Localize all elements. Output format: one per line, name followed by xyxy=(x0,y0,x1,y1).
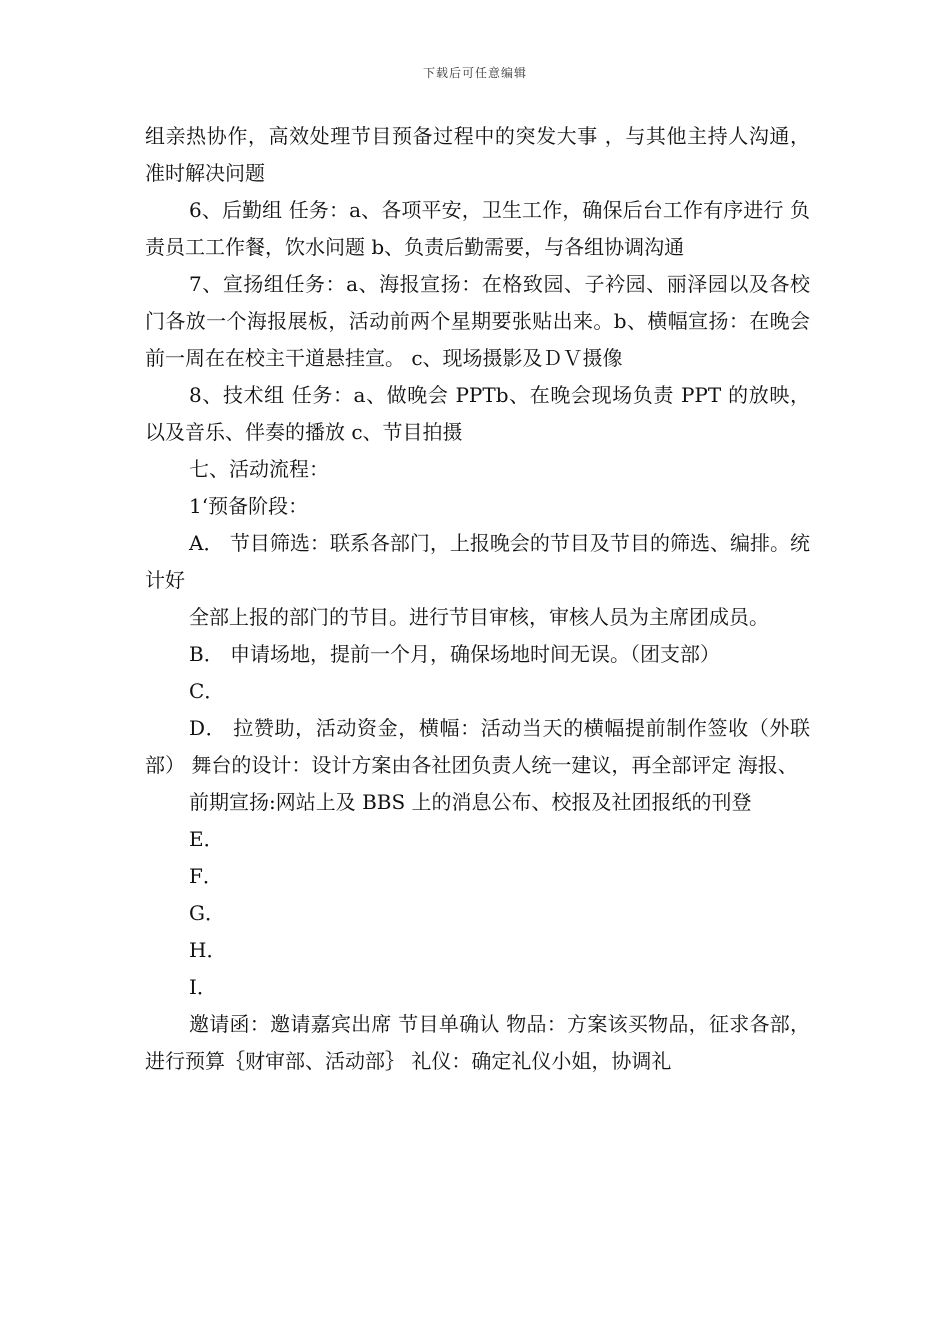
section-heading: 七、活动流程： xyxy=(189,457,329,481)
list-item-h: H． xyxy=(189,938,227,962)
list-item-i: I． xyxy=(189,975,217,999)
paragraph-4: 8、技术组 任务：a、做晚会 PPTb、在晚会现场负责 PPT 的放映，以及音乐、伴奏的播放 c、节目拍摄 xyxy=(145,383,810,444)
paragraph-invitation: 邀请函：邀请嘉宾出席 节目单确认 物品：方案该买物品，征求各部，进行预算｛财审部、活动部｝ 礼仪：确定礼仪小姐，协调礼 xyxy=(145,1012,810,1073)
list-item-d: D． 拉赞助，活动资金，横幅：活动当天的横幅提前制作签收（外联部） 舞台的设计：设计方案由各社团负责人统一建议，再全部评定 海报、 xyxy=(145,716,810,777)
subsection-heading: 1‘预备阶段： xyxy=(189,494,309,518)
list-item-a: A． 节目筛选：联系各部门，上报晚会的节目及节目的筛选、编排。统计好 xyxy=(145,531,810,592)
list-item-e: E． xyxy=(189,827,224,851)
list-item-b: B． 申请场地，提前一个月，确保场地时间无误。（团支部） xyxy=(189,642,721,666)
paragraph-1: 组亲热协作，高效处理节目预备过程中的突发大事 ，与其他主持人沟通，准时解决问题 xyxy=(145,124,810,185)
paragraph-2: 6、后勤组 任务：a、各项平安，卫生工作，确保后台工作有序进行 负责员工工作餐，饮水问题 b、负责后勤需要，与各组协调沟通 xyxy=(145,198,810,259)
paragraph-continuation: 全部上报的部门的节目。进行节目审核，审核人员为主席团成员。 xyxy=(189,605,769,629)
paragraph-3: 7、宣扬组任务：a、海报宣扬：在格致园、子衿园、丽泽园以及各校门各放一个海报展板，活动前两个星期要张贴出来。b、横幅宣扬：在晚会前一周在在校主干道悬挂宣。 c、现场摄影及ＤＶ摄像 xyxy=(145,272,810,370)
paragraph-publicity: 前期宣扬:网站上及 BBS 上的消息公布、校报及社团报纸的刊登 xyxy=(189,790,752,814)
list-item-g: G． xyxy=(189,901,225,925)
document-body xyxy=(145,118,810,1080)
list-item-c: C． xyxy=(189,679,225,703)
list-item-f: F． xyxy=(189,864,223,888)
page-header: 下载后可任意编辑 xyxy=(422,66,527,80)
